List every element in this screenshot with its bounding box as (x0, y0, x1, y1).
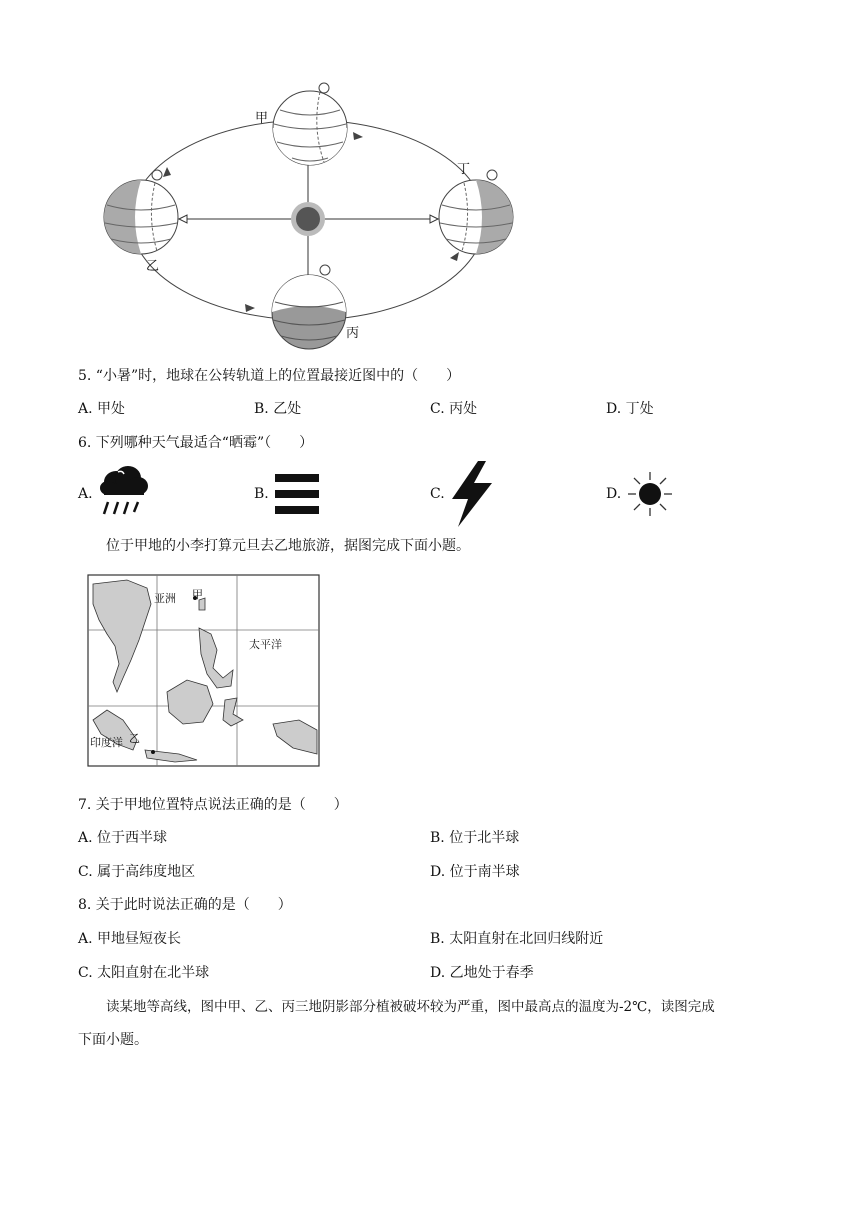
label-yi: 乙 (146, 259, 160, 274)
q5-option-a[interactable]: A. 甲处 (78, 401, 126, 417)
label-jia: 甲 (255, 111, 269, 126)
globe-jia (273, 83, 347, 165)
lightning-icon (450, 461, 494, 527)
q8-option-d[interactable]: D. 乙地处于春季 (430, 965, 534, 981)
map-label-pacific: 太平洋 (249, 638, 282, 651)
label-ding: 丁 (457, 162, 471, 177)
q8-option-a[interactable]: A. 甲地昼短夜长 (78, 931, 182, 947)
orbit-diagram (95, 80, 525, 350)
q7-option-d[interactable]: D. 位于南半球 (430, 864, 520, 880)
q8-stem: 8. 关于此时说法正确的是（ ） (78, 897, 292, 913)
intro-next-line1: 读某地等高线，图中甲、乙、丙三地阴影部分植被破坏较为严重，图中最高点的温度为-2℃，读图完成 (106, 999, 715, 1015)
intro-7-8: 位于甲地的小李打算元旦去乙地旅游，据图完成下面小题。 (106, 538, 470, 554)
globe-bing (272, 265, 346, 349)
q5-option-c[interactable]: C. 丙处 (430, 401, 478, 417)
q6-option-c[interactable]: C. (430, 486, 445, 502)
map-label-yi: 乙 (129, 732, 140, 745)
map-label-jia: 甲 (192, 588, 203, 601)
q6-stem: 6. 下列哪种天气最适合“晒霉”（ ） (78, 435, 314, 451)
sun (291, 202, 325, 236)
q5-option-b[interactable]: B. 乙处 (254, 401, 302, 417)
fog-icon (275, 472, 319, 516)
sunny-icon (626, 470, 674, 518)
q7-option-b[interactable]: B. 位于北半球 (430, 830, 520, 846)
globe-yi (104, 170, 178, 254)
q5-option-d[interactable]: D. 丁处 (606, 401, 654, 417)
q7-option-c[interactable]: C. 属于高纬度地区 (78, 864, 196, 880)
globe-ding (439, 170, 513, 254)
intro-next-line2: 下面小题。 (78, 1032, 148, 1048)
map-label-asia: 亚洲 (154, 592, 176, 605)
q8-option-c[interactable]: C. 太阳直射在北半球 (78, 965, 210, 981)
q7-stem: 7. 关于甲地位置特点说法正确的是（ ） (78, 797, 348, 813)
map-label-indian: 印度洋 (90, 736, 123, 749)
q7-option-a[interactable]: A. 位于西半球 (78, 830, 168, 846)
q5-stem: 5. “小暑”时，地球在公转轨道上的位置最接近图中的（ ） (78, 368, 461, 384)
rain-cloud-icon (94, 464, 150, 520)
q8-option-b[interactable]: B. 太阳直射在北回归线附近 (430, 931, 604, 947)
q6-option-a[interactable]: A. (78, 486, 93, 502)
q6-option-d[interactable]: D. (606, 486, 622, 502)
q6-option-b[interactable]: B. (254, 486, 269, 502)
label-bing: 丙 (346, 326, 360, 341)
